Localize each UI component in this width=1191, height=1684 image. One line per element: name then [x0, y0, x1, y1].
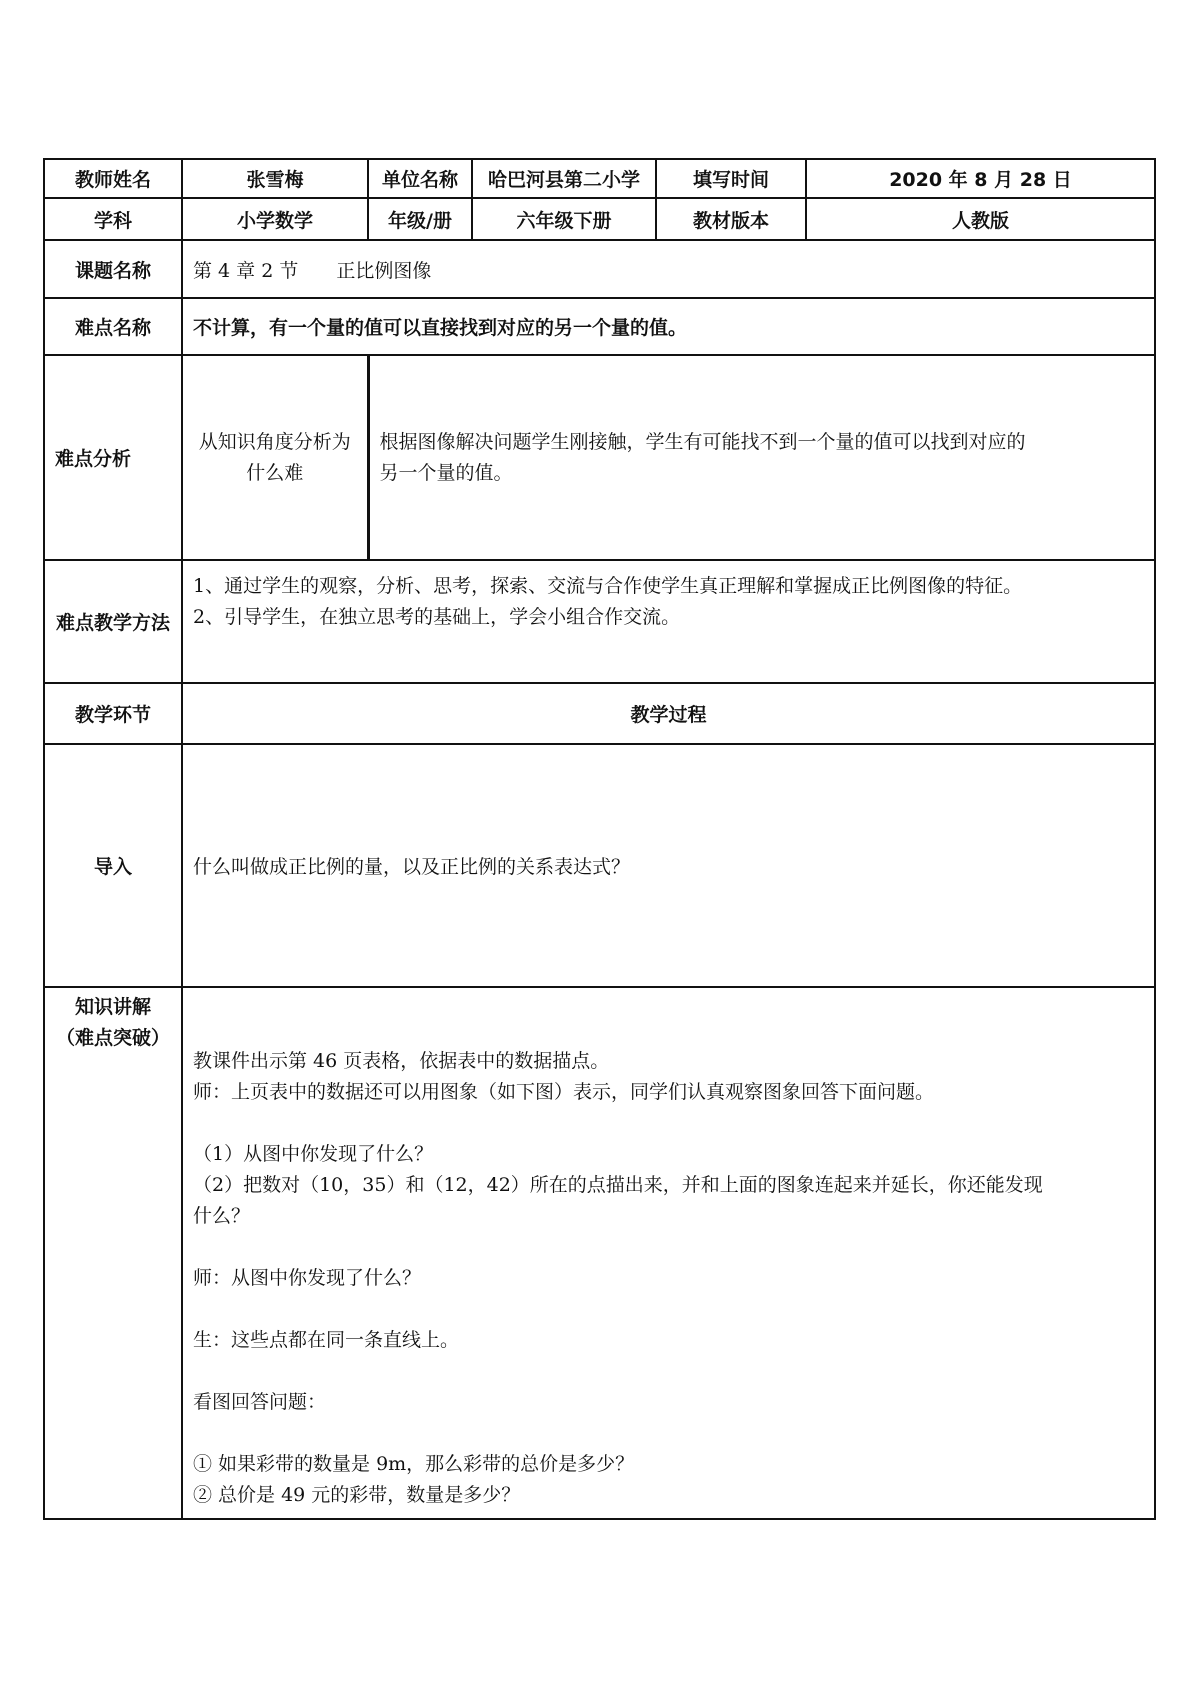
- topic-value: 第 4 章 2 节 正比例图像: [182, 240, 1155, 298]
- analysis-label: 难点分析: [44, 355, 182, 560]
- grade-value: 六年级下册: [472, 198, 656, 240]
- method-line-1: 1、通过学生的观察，分析、思考，探索、交流与合作使学生真正理解和掌握成正比例图像的特征。: [193, 575, 1023, 597]
- teacher-label: 教师姓名: [44, 159, 182, 198]
- explain-line-6: 师：从图中你发现了什么？: [193, 1267, 422, 1289]
- subject-label: 学科: [44, 198, 182, 240]
- grade-label: 年级/册: [368, 198, 472, 240]
- method-line-2: 2、引导学生，在独立思考的基础上，学会小组合作交流。: [193, 606, 681, 628]
- analysis-row: [44, 355, 1155, 560]
- process-header-row: [44, 683, 1155, 744]
- explain-line-2: 师：上页表中的数据还可以用图象（如下图）表示，同学们认真观察图象回答下面问题。: [193, 1081, 935, 1103]
- header-row-2: [44, 198, 1155, 240]
- method-value-cell: [182, 560, 1155, 683]
- analysis-sublabel-line-2: 什么难: [246, 461, 304, 484]
- lesson-plan-document: [43, 158, 1154, 1520]
- explain-line-7: 生：这些点都在同一条直线上。: [193, 1329, 460, 1351]
- difficulty-value: 不计算，有一个量的值可以直接找到对应的另一个量的值。: [182, 298, 1155, 355]
- explain-content-cell: [182, 987, 1155, 1519]
- lesson-plan-table: [43, 158, 1156, 1520]
- header-row-1: [44, 159, 1155, 198]
- explain-label-cell: [44, 987, 182, 1519]
- difficulty-row: [44, 298, 1155, 355]
- explain-line-5: 什么？: [193, 1205, 251, 1227]
- explain-row: [44, 987, 1155, 1519]
- method-row: [44, 560, 1155, 683]
- unit-name: 哈巴河县第二小学: [472, 159, 656, 198]
- topic-label: 课题名称: [44, 240, 182, 298]
- method-label: 难点教学方法: [44, 560, 182, 683]
- explain-line-4: （2）把数对（10，35）和（12，42）所在的点描出来，并和上面的图象连起来并延长，你还能发现: [193, 1174, 1043, 1196]
- intro-label: 导入: [44, 744, 182, 987]
- analysis-value-line-2: 另一个量的值。: [379, 461, 513, 484]
- explain-line-8: 看图回答问题：: [193, 1391, 327, 1413]
- explain-label-line-1: 知识讲解: [74, 996, 151, 1018]
- explain-line-9: ① 如果彩带的数量是 9m，那么彩带的总价是多少？: [193, 1453, 635, 1475]
- topic-row: [44, 240, 1155, 298]
- analysis-value-cell: [368, 355, 1155, 560]
- edition-label: 教材版本: [656, 198, 806, 240]
- process-stage-label: 教学环节: [44, 683, 182, 744]
- analysis-sublabel-cell: [182, 355, 368, 560]
- unit-label: 单位名称: [368, 159, 472, 198]
- analysis-sublabel-line-1: 从知识角度分析为: [198, 430, 351, 453]
- fill-date: 2020 年 8 月 28 日: [806, 159, 1155, 198]
- intro-row: [44, 744, 1155, 987]
- explain-line-10: ② 总价是 49 元的彩带，数量是多少？: [193, 1484, 521, 1506]
- process-title: 教学过程: [182, 683, 1155, 744]
- explain-line-1: 教课件出示第 46 页表格，依据表中的数据描点。: [193, 1050, 610, 1072]
- teacher-name: 张雪梅: [182, 159, 368, 198]
- edition-value: 人教版: [806, 198, 1155, 240]
- intro-value: 什么叫做成正比例的量，以及正比例的关系表达式？: [182, 744, 1155, 987]
- explain-line-3: （1）从图中你发现了什么？: [193, 1143, 434, 1165]
- analysis-value-line-1: 根据图像解决问题学生刚接触，学生有可能找不到一个量的值可以找到对应的: [379, 430, 1026, 453]
- subject-value: 小学数学: [182, 198, 368, 240]
- date-label: 填写时间: [656, 159, 806, 198]
- difficulty-label: 难点名称: [44, 298, 182, 355]
- explain-label-line-2: （难点突破）: [55, 1027, 170, 1049]
